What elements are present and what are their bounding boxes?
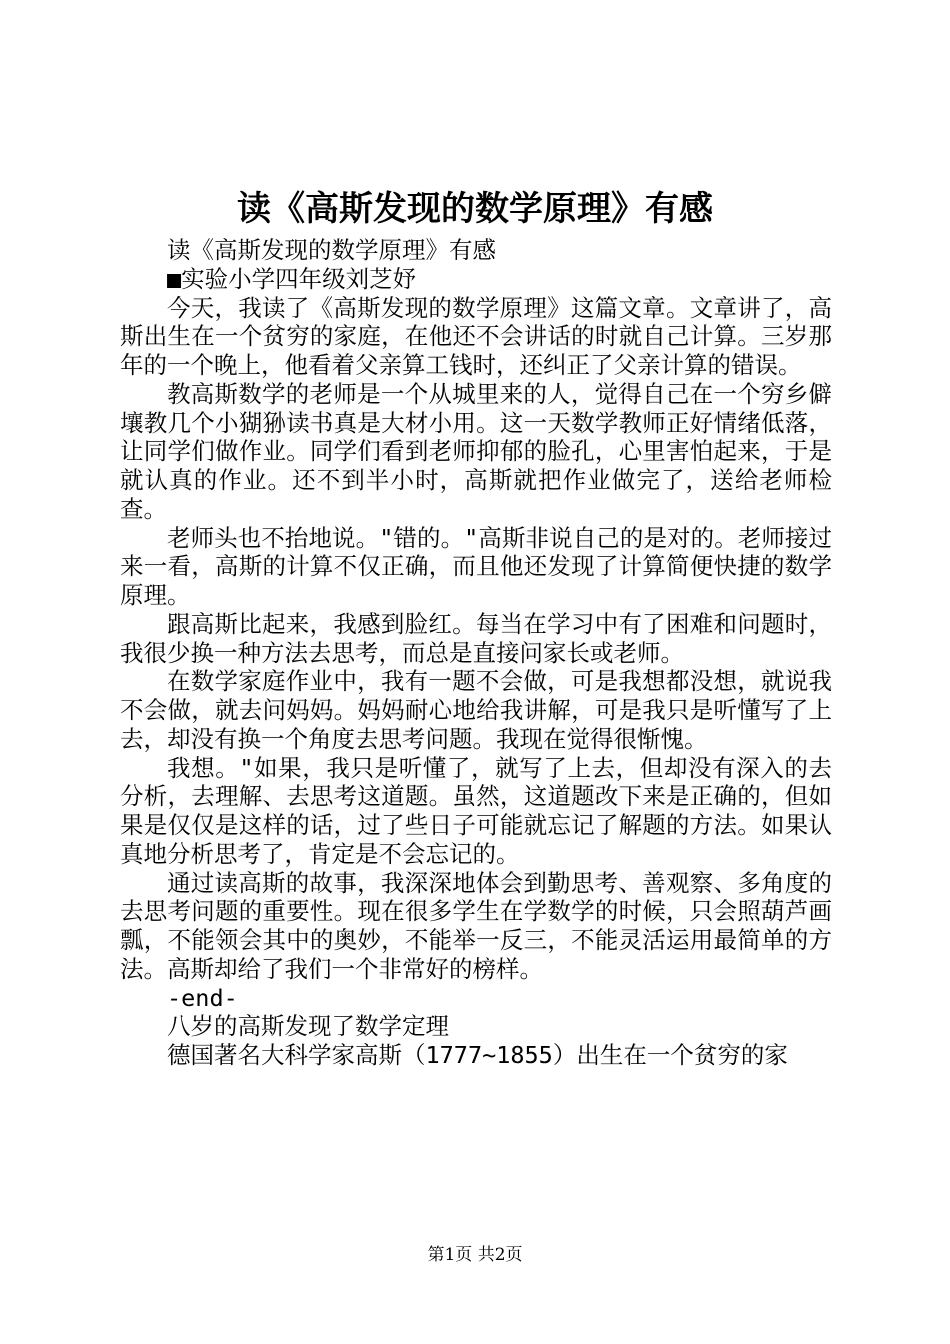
body-paragraph: 今天，我读了《高斯发现的数学原理》这篇文章。文章讲了，高斯出生在一个贫穷的家庭，在他还不会讲话的时就自己计算。三岁那年的一个晚上，他看着父亲算工钱时，还纠正了父亲计算的错误。 [120, 293, 832, 379]
body-paragraph: 我想。"如果，我只是听懂了，就写了上去，但却没有深入的去分析，去理解、去思考这道题。虽然，这道题改下来是正确的，但如果是仅仅是这样的话，过了些日子可能就忘记了解题的方法。如果认真地分析思考了，肯定是不会忘记的。 [120, 753, 832, 868]
body-paragraph: 通过读高斯的故事，我深深地体会到勤思考、善观察、多角度的去思考问题的重要性。现在很多学生在学数学的时候，只会照葫芦画瓢，不能领会其中的奥妙，不能举一反三，不能灵活运用最简单的方法。高斯却给了我们一个非常好的榜样。 [120, 868, 832, 983]
body-paragraph: 老师头也不抬地说。"错的。"高斯非说自己的是对的。老师接过来一看，高斯的计算不仅正确，而且他还发现了计算简便快捷的数学原理。 [120, 523, 832, 609]
body-paragraph: 在数学家庭作业中，我有一题不会做，可是我想都没想，就说我不会做，就去问妈妈。妈妈耐心地给我讲解，可是我只是听懂写了上去，却没有换一个角度去思考问题。我现在觉得很惭愧。 [120, 667, 832, 753]
author-paragraph: ■实验小学四年级刘芝妤 [167, 264, 417, 293]
end-marker: -end- [167, 983, 238, 1012]
document-body [120, 236, 832, 1070]
section-heading: 八岁的高斯发现了数学定理 [167, 1012, 449, 1041]
document-title: 读《高斯发现的数学原理》有感 [237, 189, 713, 229]
subtitle-paragraph: 读《高斯发现的数学原理》有感 [167, 236, 496, 264]
body-paragraph: 跟高斯比起来，我感到脸红。每当在学习中有了困难和问题时，我很少换一种方法去思考，而总是直接问家长或老师。 [120, 609, 832, 667]
body-paragraph: 德国著名大科学家高斯（1777~1855）出生在一个贫穷的家 [167, 1041, 788, 1069]
page-footer: 第1页 共2页 [427, 1245, 523, 1265]
body-paragraph: 教高斯数学的老师是一个从城里来的人，觉得自己在一个穷乡僻壤教几个小猢狲读书真是大材小用。这一天数学教师正好情绪低落，让同学们做作业。同学们看到老师抑郁的脸孔，心里害怕起来，于是就认真的作业。还不到半小时，高斯就把作业做完了，送给老师检查。 [120, 379, 832, 523]
